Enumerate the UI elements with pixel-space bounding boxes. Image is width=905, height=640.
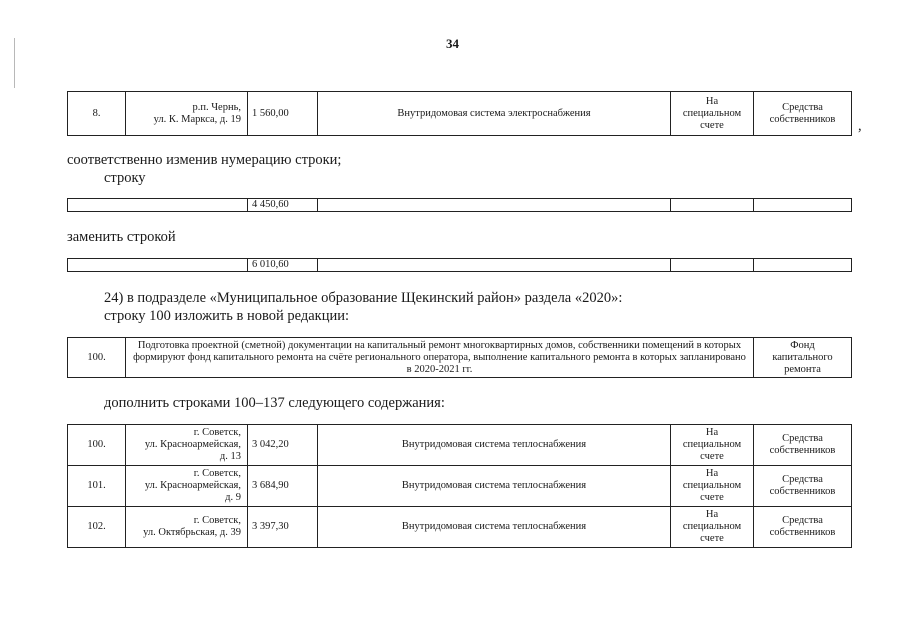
text-replace: заменить строкой: [67, 229, 176, 245]
row-account: На специальном счете: [671, 466, 754, 507]
row-funds: Средства собственников: [754, 507, 852, 548]
row-address: р.п. Чернь, ул. К. Маркса, д. 19: [126, 92, 248, 136]
row-address: г. Советск, ул. Октябрьская, д. 39: [126, 507, 248, 548]
empty-cell: [754, 199, 852, 212]
table-row: [68, 92, 852, 136]
empty-cell: [68, 199, 248, 212]
row-amount: 3 042,20: [248, 425, 318, 466]
empty-cell: [754, 259, 852, 272]
empty-cell: [671, 259, 754, 272]
row-system: Внутридомовая система теплоснабжения: [318, 466, 671, 507]
table-new-total: [67, 258, 852, 272]
row-funds: Средства собственников: [754, 425, 852, 466]
empty-cell: [318, 199, 671, 212]
row-account: На специальном счете: [671, 507, 754, 548]
total-amount: 6 010,60: [248, 259, 318, 272]
empty-cell: [68, 259, 248, 272]
table-row: [68, 259, 852, 272]
empty-cell: [318, 259, 671, 272]
row-system: Внутридомовая система электроснабжения: [318, 92, 671, 136]
row-amount: 3 397,30: [248, 507, 318, 548]
table-row-100: [67, 337, 852, 378]
text-numbering: соответственно изменив нумерацию строки;: [67, 152, 342, 168]
table-top: [67, 91, 852, 136]
row-number: 8.: [68, 92, 126, 136]
row-account: На специальном счете: [671, 92, 754, 136]
row-number: 100.: [68, 338, 126, 378]
text-add-rows: дополнить строками 100–137 следующего содержания:: [104, 395, 445, 411]
text-row-100: строку 100 изложить в новой редакции:: [104, 308, 350, 324]
table-row: [68, 507, 852, 548]
table-bottom: [67, 424, 852, 548]
row-description: Подготовка проектной (сметной) документации на капитальный ремонт многоквартирных домов, собственники помещений в которых формируют фонд капитального ремонта на счёте регионального оператора, выполнение капитального ремонта в которых запланировано в 2020-2021 гг.: [126, 338, 754, 378]
row-account: На специальном счете: [671, 425, 754, 466]
empty-cell: [671, 199, 754, 212]
table-old-total: [67, 198, 852, 212]
row-address: г. Советск, ул. Красноармейская, д. 9: [126, 466, 248, 507]
row-funds: Фонд капитального ремонта: [754, 338, 852, 378]
row-amount: 3 684,90: [248, 466, 318, 507]
row-funds: Средства собственников: [754, 466, 852, 507]
table-row: [68, 199, 852, 212]
text-row: строку: [104, 170, 146, 186]
row-number: 100.: [68, 425, 126, 466]
row-number: 102.: [68, 507, 126, 548]
page-number: 34: [446, 36, 459, 51]
text-item-24: 24) в подразделе «Муниципальное образование Щекинский район» раздела «2020»:: [104, 290, 623, 306]
table-row: [68, 338, 852, 378]
row-system: Внутридомовая система теплоснабжения: [318, 425, 671, 466]
row-number: 101.: [68, 466, 126, 507]
row-funds: Средства собственников: [754, 92, 852, 136]
table-row: [68, 466, 852, 507]
row-amount: 1 560,00: [248, 92, 318, 136]
table-row: [68, 425, 852, 466]
row-address: г. Советск, ул. Красноармейская, д. 13: [126, 425, 248, 466]
row-system: Внутридомовая система теплоснабжения: [318, 507, 671, 548]
total-amount: 4 450,60: [248, 199, 318, 212]
trailing-comma: ,: [858, 118, 862, 134]
